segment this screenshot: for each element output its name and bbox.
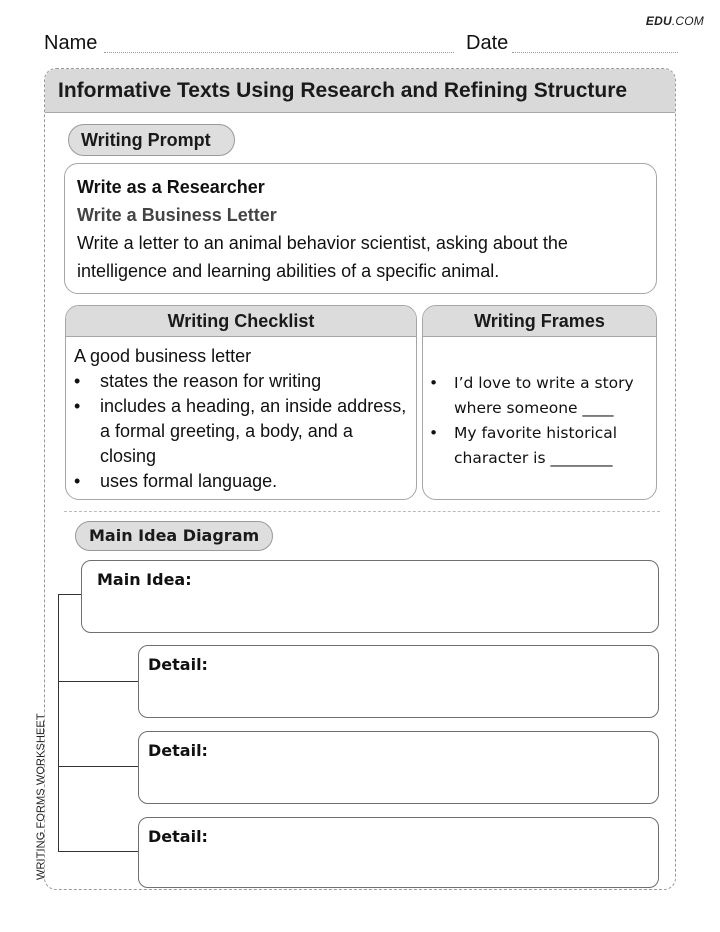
frame-item: • My favorite historical character is ________	[429, 421, 652, 471]
prompt-body: Write a letter to an animal behavior scientist, asking about the intelligence and learning abilities of a specific animal.	[77, 233, 568, 281]
checklist-item: • includes a heading, an inside address, a formal greeting, a body, and a closing	[74, 394, 412, 469]
prompt-subheading: Write a Business Letter	[77, 205, 277, 225]
date-label: Date	[466, 32, 509, 54]
checklist-item: • states the reason for writing	[74, 369, 412, 394]
main-idea-box[interactable]	[81, 560, 659, 633]
detail-label: Detail:	[148, 741, 208, 760]
frame-item: • I’d love to write a story where someone ____	[429, 371, 652, 421]
main-idea-label: Main Idea:	[97, 570, 192, 589]
detail-label: Detail:	[148, 655, 208, 674]
checklist-item: • uses formal language.	[74, 469, 412, 494]
prompt-heading: Write as a Researcher	[77, 177, 265, 197]
detail-box[interactable]	[138, 731, 659, 804]
side-label: WRITING FORMS WORKSHEET	[35, 713, 47, 880]
detail-box[interactable]	[138, 817, 659, 888]
writing-prompt-tag: Writing Prompt	[68, 124, 235, 156]
brand-logo: EDU.COM	[645, 14, 704, 28]
checklist-title: Writing Checklist	[66, 306, 416, 337]
checklist-intro: A good business letter	[74, 346, 252, 366]
main-idea-diagram-tag: Main Idea Diagram	[75, 521, 273, 551]
name-label: Name	[44, 32, 98, 54]
detail-box[interactable]	[138, 645, 659, 718]
frames-title: Writing Frames	[423, 306, 656, 337]
detail-label: Detail:	[148, 827, 208, 846]
worksheet-title: Informative Texts Using Research and Refining Structure	[45, 69, 675, 113]
